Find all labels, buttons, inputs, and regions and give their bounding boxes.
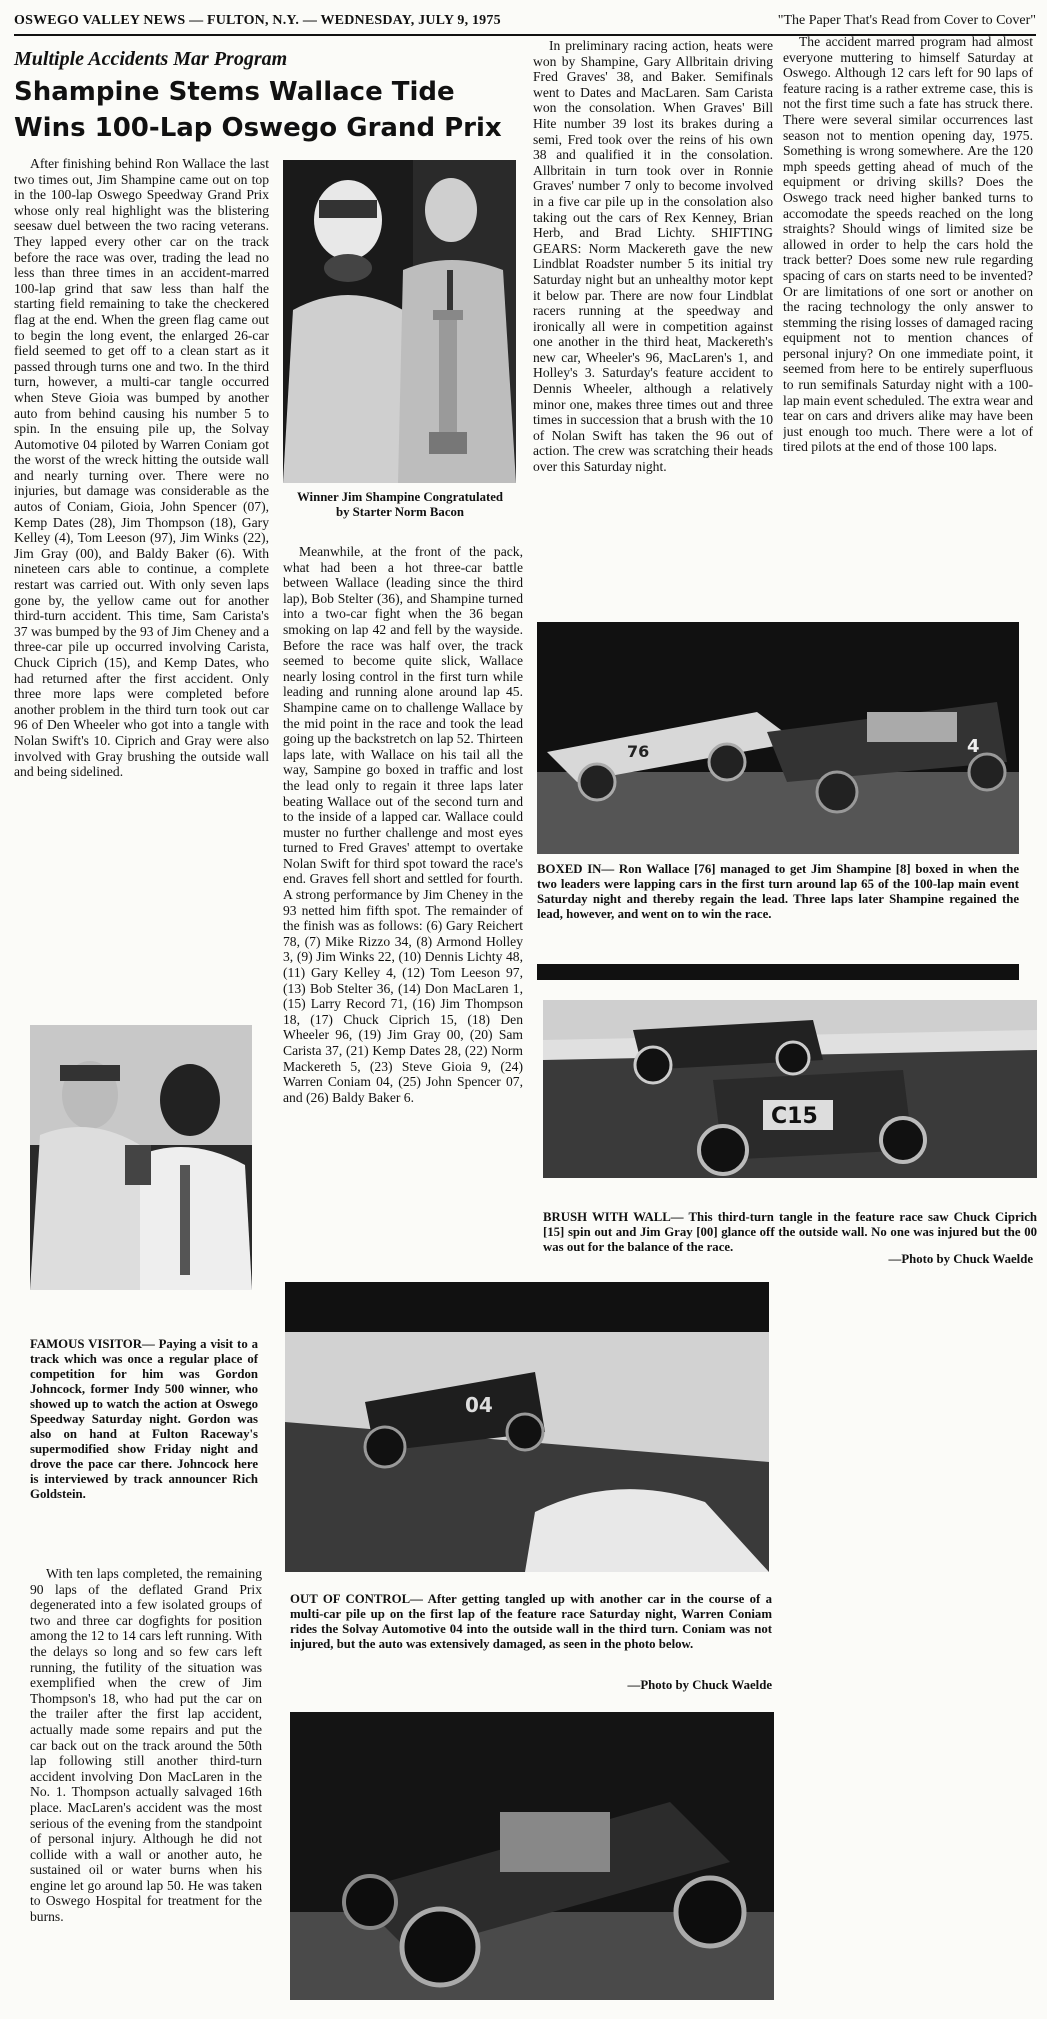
photo-out-of-control bbox=[285, 1282, 769, 1572]
article-column-4 bbox=[783, 34, 1033, 608]
photo-boxed-in bbox=[537, 622, 1019, 854]
article-column-2 bbox=[283, 544, 523, 1274]
photo-brush-with-wall bbox=[543, 1000, 1037, 1178]
masthead bbox=[14, 8, 1036, 36]
masthead-slogan: "The Paper That's Read from Cover to Cover" bbox=[777, 13, 1036, 28]
headline-line-2: Wins 100-Lap Oswego Grand Prix bbox=[14, 113, 502, 143]
car-number-04: 04 bbox=[465, 1393, 493, 1417]
article-column-3 bbox=[533, 38, 773, 608]
headline-line-1: Shampine Stems Wallace Tide bbox=[14, 77, 455, 107]
divider-bar bbox=[537, 964, 1019, 980]
car-number-4: 4 bbox=[967, 736, 980, 757]
photo-famous-visitor bbox=[30, 1025, 252, 1290]
article-kicker: Multiple Accidents Mar Program bbox=[14, 48, 288, 70]
caption-winner: Winner Jim Shampine Congratulated by Starter Norm Bacon bbox=[296, 490, 504, 519]
photo-wrecked-car bbox=[290, 1712, 774, 2000]
article-column-1-continued bbox=[30, 1566, 262, 2016]
article-headline bbox=[14, 74, 514, 146]
column-1-text: After finishing behind Ron Wallace the last two times out, Jim Shampine came out on top in the 100-lap Oswego Speedway Grand Prix whose only real highlight was the blistering seesaw duel between the two racing veterans. They lapped every other car on the track before the race was over, trading the lead no less than three times in an accident-marred 100-lap grind that saw less than half the starting field remaining to take the checkered flag at the end. When the green flag came out to begin the long event, the enlarged 26-car field seemed to get off to a clean start as it passed through turns one and two. In the third turn, however, a multi-car tangle occurred when Steve Gioia was bumped by another auto from behind causing his number 5 to spin. In the ensuing pile up, the Solvay Automotive 04 piloted by Warren Coniam got the worst of the wreck hitting the outside wall and nearly turning over. There were no injuries, but damage was considerable as the autos of Coniam, Gioia, John Spencer (07), Kemp Dates (28), Jim Thompson (18), Gary Kelley (4), Tom Leeson (97), Jim Winks (22), Jim Gray (00), and Baldy Baker (6). With nineteen cars able to continue, a complete restart was carried out. With only seven laps gone by, the yellow came out for another third-turn accident. This time, Sam Carista's 37 was bumped by the 93 of Jim Cheney and a three-car pile up occurred involving Carista, Chuck Ciprich (15), and Kemp Dates, who had returned after the first accident. Only three more laps were completed before another problem in the third turn took out car 96 of Den Wheeler who got into a tangle with Nolan Swift's 10. Ciprich and Gray were also involved with Gray brushing the outside wall and being sidelined. bbox=[14, 156, 269, 780]
photo-credit-out-of-control: —Photo by Chuck Waelde bbox=[627, 1678, 772, 1692]
car-number-76: 76 bbox=[627, 742, 650, 761]
caption-out-of-control: OUT OF CONTROL— After getting tangled up with another car in the course of a multi-car pile up on the first lap of the feature race Saturday night, Warren Coniam rides the Solvay Automotive 04 into the outside wall in the third turn. Coniam was not injured, but the auto was extensively damaged, as seen in the photo below. bbox=[290, 1592, 772, 1651]
photo-credit-brush: —Photo by Chuck Waelde bbox=[888, 1252, 1033, 1266]
photo-winner bbox=[283, 160, 516, 483]
masthead-dateline: OSWEGO VALLEY NEWS — FULTON, N.Y. — WEDNESDAY, JULY 9, 1975 bbox=[14, 13, 501, 28]
caption-famous-visitor: FAMOUS VISITOR— Paying a visit to a track which was once a regular place of competition for him was Gordon Johncock, former Indy 500 winner, who showed up to watch the action at Oswego Speedway Saturday night. Gordon was also on hand at Fulton Raceway's supermodified show Friday night and drove the pace car there. Johncock here is interviewed by track announcer Rich Goldstein. bbox=[30, 1337, 258, 1501]
car-number-c15: C15 bbox=[771, 1104, 818, 1129]
column-4-text: The accident marred program had almost everyone muttering to himself Saturday at Oswego. Although 12 cars left for 90 laps of feature racing is a rather extreme case, this is not the first time such a fate has struck there. There were several similar occurrences last season not to mention opening day, 1975. Something is wrong somewhere. Are the 120 mph speeds getting ahead of much of the equipment or driving skills? Does the Oswego track need higher banked turns to accomodate the speeds reached on the long straights? Should wings of limited size be allowed in order to help the cars hold the track better? Does some new rule regarding spacing of cars on starts need to be invented? Or are limitations of one sort or another on the racing technology the only answer to stemming the rising losses of damaged racing equipment not to mention chances of personal injury? On one immediate point, it seemed from here to be entirely superfluous to run semifinals Saturday night with a 100-lap main event scheduled. The extra wear and tear on cars and drivers alike may have been just enough too much. There were a lot of tired pilots at the end of those 100 laps. bbox=[783, 34, 1033, 455]
column-3-text: In preliminary racing action, heats were won by Shampine, Gary Allbritain driving Fred Graves' 38, and Baker. Semifinals went to Dates and MacLaren. Sam Carista won the consolation. When Graves' Bill Hite number 39 lost its brakes during a semi, Fred took over the reins of his own 38 and qualified it in the consolation. Allbritain in turn took over in Ronnie Graves' number 7 only to become involved in a five car pile up in the consolation also taking out the cars of Rex Kenney, Brian Herb, and Brad Lichty. SHIFTING GEARS: Norm Mackereth gave the new Lindblat Roadster number 5 its initial try Saturday night but an unhealthy motor kept it below par. There are now four Lindblat racers running at the speedway and ironically all were in competition against one another in the third heat, Mackereth's new car, Wheeler's 96, MacLaren's 1, and Holley's 3. Saturday's feature accident to Dennis Wheeler, although a relatively minor one, makes three times out and three times in succession that a brush with the 10 of Nolan Swift has taken the 96 out of action. The crew was scratching their heads over this Saturday night. bbox=[533, 38, 773, 475]
column-1-bottom-text: With ten laps completed, the remaining 90 laps of the deflated Grand Prix degenerated into a few isolated groups of two and three car dogfights for position among the 12 to 14 cars left running. With the delays so long and so few cars left running, the futility of the situation was exemplified when the crew of Jim Thompson's 18, who had put the car on the trailer after the first lap accident, actually made some repairs and put the car back out on the track around the 50th lap following still another third-turn accident involving Don MacLaren in the No. 1. Thompson actually salvaged 16th place. MacLaren's accident was the most serious of the evening from the standpoint of personal injury. Although he did not collide with a wall or another auto, he sustained oil or water burns when his engine let go around lap 50. He was taken to Oswego Hospital for treatment for the burns. bbox=[30, 1566, 262, 1925]
column-2-text: Meanwhile, at the front of the pack, what had been a hot three-car battle between Wallace (leading since the third lap), Bob Stelter (36), and Shampine turned into a two-car fight when the 36 began smoking on lap 42 and fell by the wayside. Before the race was half over, the track seemed to become quite slick, Wallace nearly losing control in the first turn while leading and running alone around lap 45. Shampine came on to challenge Wallace by the mid point in the race and took the lead going up the backstretch on lap 52. Thirteen laps late, with Wallace on his tail all the way, Sampine go boxed in traffic and lost the lead only to regain it three laps later beating Wallace out of the second turn and to the inside of a lapped car. Wallace could muster no further challenge and most eyes turned to Fred Graves' attempt to overtake Nolan Swift for third spot toward the race's end. Graves fell short and settled for fourth. A strong performance by Jim Cheney in the 93 netted him fifth spot. The remainder of the finish was as follows: (6) Gary Reichert 78, (7) Mike Rizzo 34, (8) Armond Holley 3, (9) Jim Winks 22, (10) Dennis Lichty 48, (11) Gary Kelley 4, (12) Tom Leeson 97, (13) Bob Stelter 36, (14) Don MacLaren 1, (15) Larry Record 71, (16) Jim Thompson 18, (17) Chuck Ciprich 15, (18) Den Wheeler 96, (19) Jim Gray 00, (20) Sam Carista 37, (21) Kemp Dates 28, (22) Norm Mackereth 5, (23) Steve Gioia 9, (24) Warren Coniam 04, (25) John Spencer 07, and (26) Baldy Baker 6. bbox=[283, 544, 523, 1105]
caption-boxed-in: BOXED IN— Ron Wallace [76] managed to get Jim Shampine [8] boxed in when the two leaders were lapping cars in the first turn around lap 65 of the 100-lap main event Saturday night and thereby regain the lead. Three laps later Shampine regained the lead, however, and went on to win the race. bbox=[537, 862, 1019, 921]
article-column-1 bbox=[14, 156, 269, 1032]
caption-brush-with-wall: BRUSH WITH WALL— This third-turn tangle in the feature race saw Chuck Ciprich [15] spin out and Jim Gray [00] glance off the outside wall. No one was injured but the 00 was out for the balance of the race. bbox=[543, 1210, 1037, 1254]
